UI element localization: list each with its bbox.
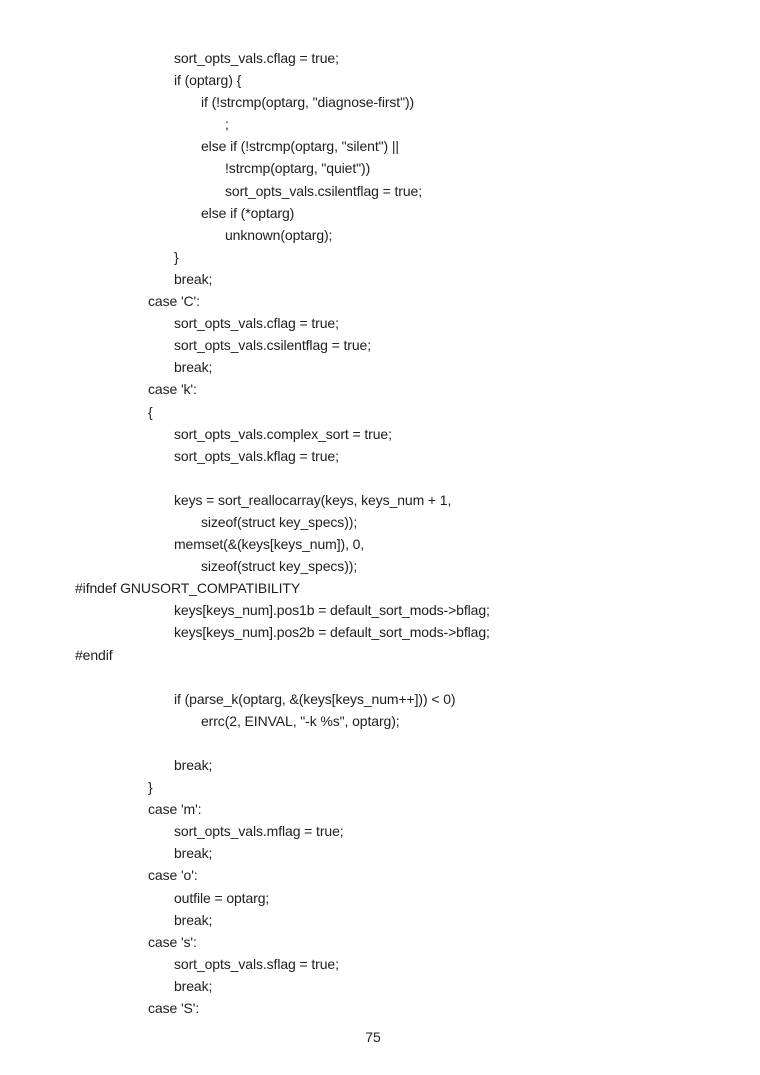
code-line: sort_opts_vals.sflag = true; xyxy=(174,955,339,972)
code-line: sort_opts_vals.csilentflag = true; xyxy=(174,337,371,354)
code-line: ; xyxy=(225,116,229,133)
code-line xyxy=(75,467,740,489)
code-line: } xyxy=(148,779,153,796)
code-line: if (parse_k(optarg, &(keys[keys_num++])) < 0) xyxy=(174,690,456,707)
code-line: case 'C': xyxy=(148,293,200,310)
code-line: case 'k': xyxy=(148,381,197,398)
code-line: sizeof(struct key_specs)); xyxy=(201,513,358,530)
code-line: case 's': xyxy=(148,933,197,950)
code-line: sort_opts_vals.kflag = true; xyxy=(174,447,339,464)
code-line: sort_opts_vals.mflag = true; xyxy=(174,823,344,840)
code-line: case 'S': xyxy=(148,1000,200,1017)
code-line: sort_opts_vals.cflag = true; xyxy=(174,50,339,66)
code-line: outfile = optarg; xyxy=(174,889,270,906)
code-line: #ifndef GNUSORT_COMPATIBILITY xyxy=(75,580,301,597)
code-line: if (!strcmp(optarg, "diagnose-first")) xyxy=(201,94,415,111)
code-line: break; xyxy=(174,911,213,928)
code-line: sort_opts_vals.complex_sort = true; xyxy=(174,425,392,442)
code-line: unknown(optarg); xyxy=(225,226,333,243)
code-line: case 'o': xyxy=(148,867,198,884)
code-line: break; xyxy=(174,977,213,994)
code-line: break; xyxy=(174,845,213,862)
page-footer xyxy=(0,1029,746,1045)
code-line: keys[keys_num].pos2b = default_sort_mods->bflag; xyxy=(174,624,490,641)
code-line: { xyxy=(148,403,153,420)
code-line: memset(&(keys[keys_num]), 0, xyxy=(174,536,365,553)
code-line: break; xyxy=(174,359,213,376)
code-line: case 'm': xyxy=(148,801,202,818)
code-line: keys[keys_num].pos1b = default_sort_mods->bflag; xyxy=(174,602,490,619)
code-line: #endif xyxy=(75,646,113,663)
code-line: if (optarg) { xyxy=(174,72,242,89)
code-line: sort_opts_vals.csilentflag = true; xyxy=(225,182,422,199)
code-line: else if (*optarg) xyxy=(201,204,295,221)
code-line: else if (!strcmp(optarg, "silent") || xyxy=(201,138,399,155)
page-number: 75 xyxy=(365,1029,381,1045)
code-line xyxy=(75,732,740,754)
code-line: errc(2, EINVAL, "-k %s", optarg); xyxy=(201,712,400,729)
code-line: break; xyxy=(174,757,213,773)
code-line xyxy=(75,666,740,688)
code-block xyxy=(75,47,740,1019)
code-line: sort_opts_vals.cflag = true; xyxy=(174,315,339,332)
code-line: keys = sort_reallocarray(keys, keys_num + 1, xyxy=(174,491,452,508)
code-line: !strcmp(optarg, "quiet")) xyxy=(225,160,371,177)
code-line: break; xyxy=(174,270,213,287)
code-line: sizeof(struct key_specs)); xyxy=(201,558,358,575)
code-line: } xyxy=(174,248,179,265)
